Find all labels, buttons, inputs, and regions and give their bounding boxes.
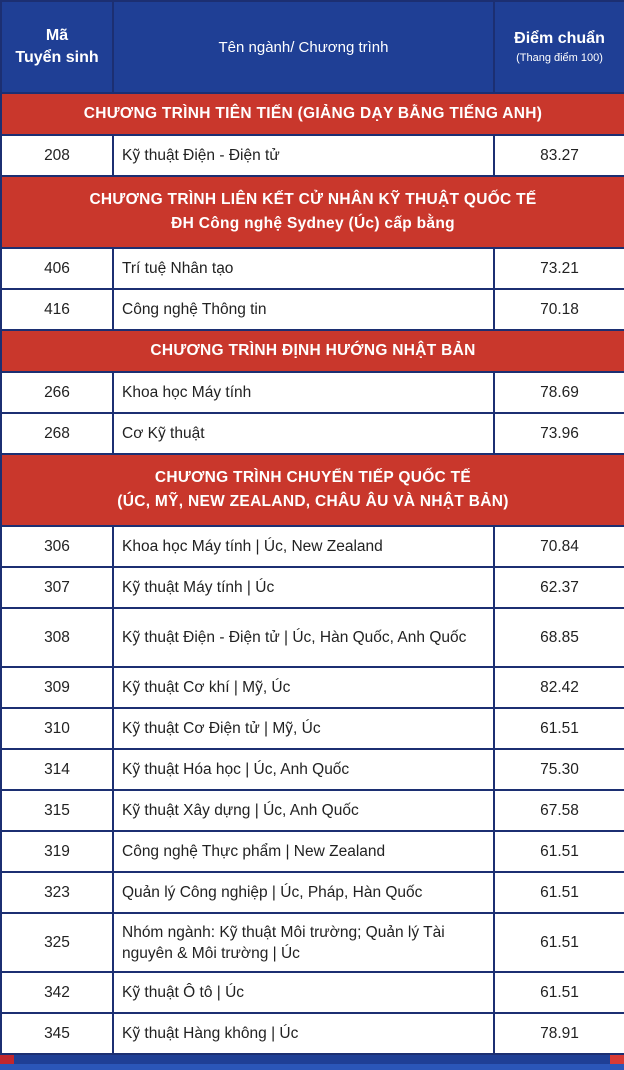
table-row <box>1 790 624 831</box>
table-row <box>1 372 624 413</box>
section-title-line: CHƯƠNG TRÌNH TIÊN TIẾN (GIẢNG DẠY BẰNG TIẾNG ANH) <box>83 105 543 122</box>
cutoff-score-cell: 61.51 <box>494 872 624 913</box>
program-name-cell: Kỹ thuật Điện - Điện tử <box>113 135 494 176</box>
table-row <box>1 972 624 1013</box>
program-code-cell: 309 <box>1 667 113 708</box>
program-code-cell: 323 <box>1 872 113 913</box>
table-row <box>1 608 624 667</box>
section-title <box>1 93 624 135</box>
section-title <box>1 176 624 248</box>
section-title-line: CHƯƠNG TRÌNH CHUYỂN TIẾP QUỐC TẾ <box>154 469 472 486</box>
program-name-cell: Kỹ thuật Cơ Điện tử | Mỹ, Úc <box>113 708 494 749</box>
section-title-line: (ÚC, MỸ, NEW ZEALAND, CHÂU ÂU VÀ NHẬT BẢN) <box>117 493 509 510</box>
cutoff-score-cell: 68.85 <box>494 608 624 667</box>
table-row <box>1 831 624 872</box>
cutoff-score-cell: 61.51 <box>494 913 624 972</box>
table-row <box>1 872 624 913</box>
cutoff-score-cell: 75.30 <box>494 749 624 790</box>
program-code-cell: 315 <box>1 790 113 831</box>
table-row <box>1 749 624 790</box>
table-row <box>1 289 624 330</box>
program-code-cell: 208 <box>1 135 113 176</box>
cutoff-score-cell: 70.18 <box>494 289 624 330</box>
header-code <box>1 1 113 93</box>
section-header <box>1 330 624 372</box>
section-header <box>1 454 624 526</box>
cutoff-score-cell: 61.51 <box>494 708 624 749</box>
program-name-cell: Kỹ thuật Xây dựng | Úc, Anh Quốc <box>113 790 494 831</box>
header-score-title: Điểm chuẩn <box>514 30 605 47</box>
header-program-name: Tên ngành/ Chương trình <box>113 1 494 93</box>
program-name-cell: Quản lý Công nghiệp | Úc, Pháp, Hàn Quốc <box>113 872 494 913</box>
program-name-cell: Khoa học Máy tính <box>113 372 494 413</box>
program-name-cell: Công nghệ Thông tin <box>113 289 494 330</box>
program-code-cell: 306 <box>1 526 113 567</box>
header-code-line2: Tuyển sinh <box>15 49 99 66</box>
section-title-line: CHƯƠNG TRÌNH LIÊN KẾT CỬ NHÂN KỸ THUẬT QUỐC TẾ <box>89 191 537 208</box>
cutoff-score-cell: 83.27 <box>494 135 624 176</box>
cutoff-score-cell: 67.58 <box>494 790 624 831</box>
program-name-cell: Cơ Kỹ thuật <box>113 413 494 454</box>
section-title-line: CHƯƠNG TRÌNH ĐỊNH HƯỚNG NHẬT BẢN <box>150 342 476 359</box>
table-row <box>1 913 624 972</box>
table-row <box>1 248 624 289</box>
background-decoration-bottom <box>0 1064 624 1070</box>
cutoff-score-cell: 62.37 <box>494 567 624 608</box>
program-code-cell: 307 <box>1 567 113 608</box>
table-body <box>1 93 624 1054</box>
program-code-cell: 266 <box>1 372 113 413</box>
table-row <box>1 708 624 749</box>
section-header <box>1 176 624 248</box>
cutoff-score-cell: 73.21 <box>494 248 624 289</box>
cutoff-score-cell: 70.84 <box>494 526 624 567</box>
header-score <box>494 1 624 93</box>
table-header <box>1 1 624 93</box>
program-name-cell: Kỹ thuật Hàng không | Úc <box>113 1013 494 1054</box>
table-row <box>1 135 624 176</box>
section-header <box>1 93 624 135</box>
program-code-cell: 268 <box>1 413 113 454</box>
cutoff-score-cell: 78.69 <box>494 372 624 413</box>
cutoff-score-cell: 61.51 <box>494 972 624 1013</box>
program-code-cell: 416 <box>1 289 113 330</box>
cutoff-score-cell: 73.96 <box>494 413 624 454</box>
program-name-cell: Kỹ thuật Ô tô | Úc <box>113 972 494 1013</box>
program-name-cell: Kỹ thuật Hóa học | Úc, Anh Quốc <box>113 749 494 790</box>
table-row <box>1 567 624 608</box>
program-name-cell: Trí tuệ Nhân tạo <box>113 248 494 289</box>
program-name-cell: Kỹ thuật Máy tính | Úc <box>113 567 494 608</box>
table-row <box>1 413 624 454</box>
program-code-cell: 406 <box>1 248 113 289</box>
program-code-cell: 345 <box>1 1013 113 1054</box>
program-code-cell: 308 <box>1 608 113 667</box>
program-name-cell: Kỹ thuật Cơ khí | Mỹ, Úc <box>113 667 494 708</box>
table-row <box>1 1013 624 1054</box>
section-title <box>1 330 624 372</box>
cutoff-score-cell: 78.91 <box>494 1013 624 1054</box>
program-name-cell: Khoa học Máy tính | Úc, New Zealand <box>113 526 494 567</box>
section-title <box>1 454 624 526</box>
section-title-line: ĐH Công nghệ Sydney (Úc) cấp bằng <box>171 215 455 232</box>
program-name-cell: Công nghệ Thực phẩm | New Zealand <box>113 831 494 872</box>
cutoff-score-cell: 82.42 <box>494 667 624 708</box>
program-code-cell: 314 <box>1 749 113 790</box>
program-name-cell: Kỹ thuật Điện - Điện tử | Úc, Hàn Quốc, Anh Quốc <box>113 608 494 667</box>
program-code-cell: 310 <box>1 708 113 749</box>
header-code-line1: Mã <box>45 27 69 44</box>
program-code-cell: 325 <box>1 913 113 972</box>
cutoff-score-cell: 61.51 <box>494 831 624 872</box>
table-row <box>1 667 624 708</box>
program-code-cell: 319 <box>1 831 113 872</box>
program-name-cell: Nhóm ngành: Kỹ thuật Môi trường; Quản lý Tài nguyên & Môi trường | Úc <box>113 913 494 972</box>
header-score-note: (Thang điểm 100) <box>516 52 603 64</box>
program-code-cell: 342 <box>1 972 113 1013</box>
table-row <box>1 526 624 567</box>
